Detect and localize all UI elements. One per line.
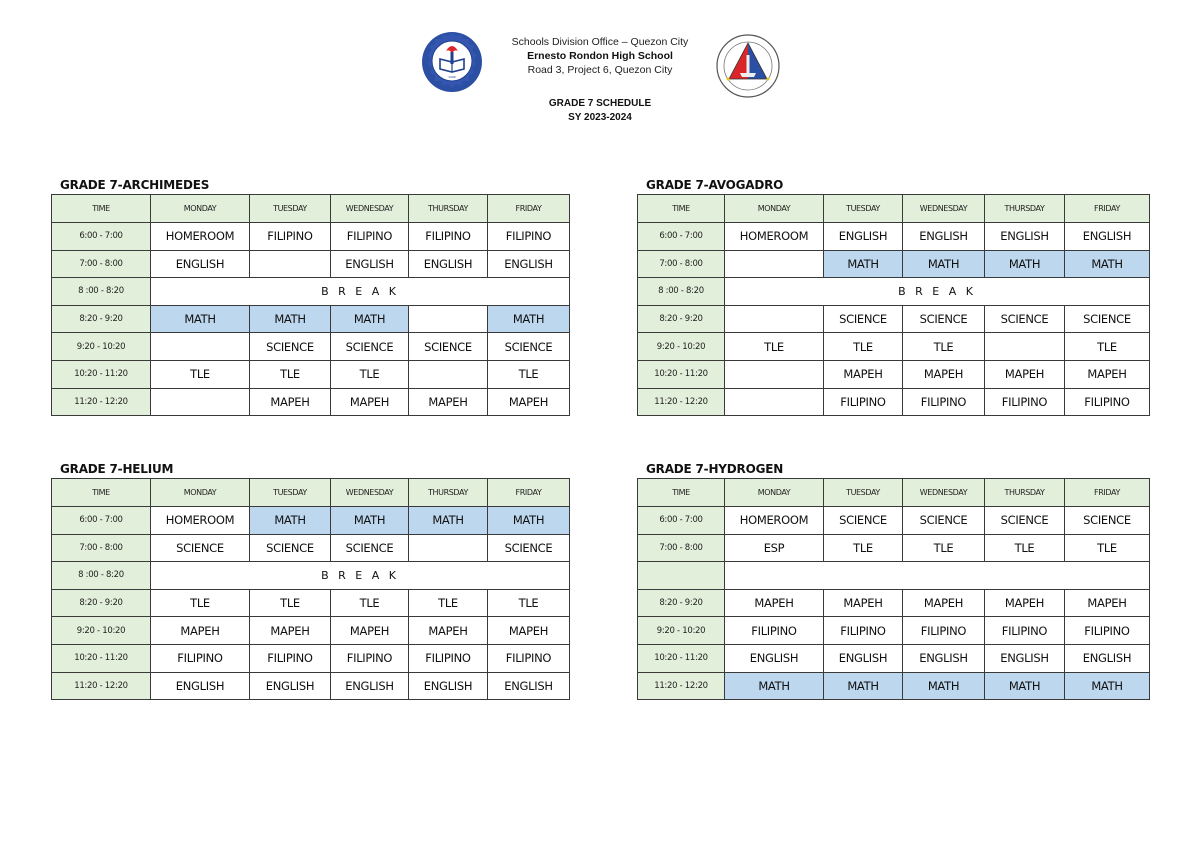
subject-cell — [985, 333, 1065, 361]
subject-cell: SCIENCE — [985, 305, 1065, 333]
subject-cell — [725, 360, 824, 388]
subject-cell: MATH — [824, 250, 903, 278]
subject-cell: MAPEH — [250, 388, 331, 416]
subject-cell: TLE — [250, 360, 331, 388]
section-hydrogen — [637, 460, 1157, 700]
subject-cell: SCIENCE — [824, 305, 903, 333]
time-slot — [638, 562, 725, 590]
subject-cell: MAPEH — [824, 360, 903, 388]
subject-cell: MAPEH — [250, 617, 331, 645]
table-row — [52, 360, 570, 388]
column-header-tuesday: TUESDAY — [250, 479, 331, 507]
time-slot: 7:00 - 8:00 — [52, 534, 151, 562]
table-row — [638, 388, 1150, 416]
subject-cell: SCIENCE — [409, 333, 488, 361]
table-row — [638, 507, 1150, 535]
document-header — [0, 0, 1200, 140]
subject-cell: ENGLISH — [824, 644, 903, 672]
table-row — [638, 305, 1150, 333]
column-header-thursday: THURSDAY — [985, 479, 1065, 507]
time-slot: 11:20 - 12:20 — [52, 672, 151, 700]
time-slot: 10:20 - 11:20 — [638, 360, 725, 388]
subject-cell: HOMEROOM — [151, 507, 250, 535]
time-slot: 6:00 - 7:00 — [638, 223, 725, 251]
subject-cell: MAPEH — [409, 388, 488, 416]
break-row — [638, 278, 1150, 306]
column-header-thursday: THURSDAY — [409, 479, 488, 507]
subject-cell: ENGLISH — [1065, 644, 1150, 672]
time-slot: 6:00 - 7:00 — [52, 223, 151, 251]
subject-cell: HOMEROOM — [725, 507, 824, 535]
section-archimedes — [51, 176, 571, 416]
time-slot: 8 :00 - 8:20 — [52, 562, 151, 590]
table-row — [638, 223, 1150, 251]
subject-cell — [725, 305, 824, 333]
column-header-tuesday: TUESDAY — [824, 195, 903, 223]
column-header-monday: MONDAY — [725, 195, 824, 223]
subject-cell: FILIPINO — [409, 223, 488, 251]
subject-cell: MAPEH — [409, 617, 488, 645]
break-row — [52, 278, 570, 306]
subject-cell: MATH — [331, 507, 409, 535]
division-office-seal-icon — [714, 33, 782, 99]
time-slot: 9:20 - 10:20 — [638, 333, 725, 361]
school-name: Ernesto Rondon High School — [527, 50, 673, 62]
time-slot: 6:00 - 7:00 — [52, 507, 151, 535]
subject-cell: FILIPINO — [824, 617, 903, 645]
subject-cell: FILIPINO — [250, 223, 331, 251]
break-row — [52, 562, 570, 590]
column-header-time: TIME — [638, 195, 725, 223]
subject-cell: TLE — [250, 589, 331, 617]
column-header-tuesday: TUESDAY — [824, 479, 903, 507]
document-title-block — [480, 97, 720, 125]
subject-cell: MATH — [409, 507, 488, 535]
column-header-friday: FRIDAY — [1065, 479, 1150, 507]
break-cell — [725, 562, 1150, 590]
table-row — [52, 223, 570, 251]
time-slot: 11:20 - 12:20 — [638, 388, 725, 416]
subject-cell: SCIENCE — [151, 534, 250, 562]
column-header-time: TIME — [638, 479, 725, 507]
table-row — [52, 589, 570, 617]
subject-cell: ENGLISH — [151, 672, 250, 700]
subject-cell: MAPEH — [985, 360, 1065, 388]
subject-cell: ENGLISH — [903, 223, 985, 251]
column-header-friday: FRIDAY — [488, 479, 570, 507]
section-avogadro — [637, 176, 1157, 416]
subject-cell: ENGLISH — [985, 223, 1065, 251]
subject-cell: FILIPINO — [985, 388, 1065, 416]
schedule-table — [51, 194, 570, 416]
table-row — [52, 672, 570, 700]
subject-cell: FILIPINO — [331, 644, 409, 672]
section-helium — [51, 460, 571, 700]
time-slot: 10:20 - 11:20 — [638, 644, 725, 672]
subject-cell: MATH — [488, 305, 570, 333]
schedule-table — [51, 478, 570, 700]
subject-cell: TLE — [824, 534, 903, 562]
time-slot: 10:20 - 11:20 — [52, 644, 151, 672]
subject-cell: TLE — [409, 589, 488, 617]
subject-cell: MAPEH — [903, 360, 985, 388]
subject-cell: ENGLISH — [824, 223, 903, 251]
subject-cell: TLE — [903, 534, 985, 562]
subject-cell: ENGLISH — [409, 672, 488, 700]
break-cell: B R E A K — [725, 278, 1150, 306]
time-slot: 7:00 - 8:00 — [638, 534, 725, 562]
school-year: SY 2023-2024 — [568, 112, 632, 123]
subject-cell: SCIENCE — [1065, 507, 1150, 535]
subject-cell: ENGLISH — [250, 672, 331, 700]
column-header-monday: MONDAY — [151, 479, 250, 507]
subject-cell: ENGLISH — [488, 672, 570, 700]
column-header-thursday: THURSDAY — [409, 195, 488, 223]
subject-cell: MAPEH — [1065, 360, 1150, 388]
subject-cell: MAPEH — [151, 617, 250, 645]
column-header-monday: MONDAY — [151, 195, 250, 223]
subject-cell: HOMEROOM — [151, 223, 250, 251]
svg-text:1996: 1996 — [448, 75, 456, 79]
break-cell: B R E A K — [151, 278, 570, 306]
subject-cell: TLE — [488, 589, 570, 617]
time-slot: 8 :00 - 8:20 — [638, 278, 725, 306]
section-title: GRADE 7-ARCHIMEDES — [60, 178, 210, 192]
subject-cell — [409, 534, 488, 562]
subject-cell: MAPEH — [725, 589, 824, 617]
subject-cell: MATH — [985, 672, 1065, 700]
subject-cell: TLE — [331, 589, 409, 617]
subject-cell: ENGLISH — [151, 250, 250, 278]
subject-cell — [725, 250, 824, 278]
time-slot: 8:20 - 9:20 — [638, 305, 725, 333]
column-header-time: TIME — [52, 479, 151, 507]
time-slot: 9:20 - 10:20 — [638, 617, 725, 645]
time-slot: 8 :00 - 8:20 — [52, 278, 151, 306]
subject-cell: SCIENCE — [488, 534, 570, 562]
subject-cell: TLE — [488, 360, 570, 388]
subject-cell — [151, 333, 250, 361]
subject-cell: MATH — [1065, 250, 1150, 278]
subject-cell: TLE — [1065, 534, 1150, 562]
section-title: GRADE 7-AVOGADRO — [646, 178, 784, 192]
subject-cell: MATH — [903, 250, 985, 278]
subject-cell: MATH — [903, 672, 985, 700]
section-title: GRADE 7-HYDROGEN — [646, 462, 784, 476]
subject-cell: MATH — [151, 305, 250, 333]
subject-cell: SCIENCE — [331, 534, 409, 562]
subject-cell: SCIENCE — [1065, 305, 1150, 333]
table-header-row — [638, 479, 1150, 507]
subject-cell: MAPEH — [903, 589, 985, 617]
subject-cell: TLE — [985, 534, 1065, 562]
subject-cell: TLE — [151, 589, 250, 617]
subject-cell: ENGLISH — [985, 644, 1065, 672]
subject-cell: MATH — [250, 507, 331, 535]
subject-cell: FILIPINO — [1065, 388, 1150, 416]
table-header-row — [52, 195, 570, 223]
subject-cell: FILIPINO — [331, 223, 409, 251]
table-row — [52, 617, 570, 645]
table-row — [638, 333, 1150, 361]
subject-cell: TLE — [331, 360, 409, 388]
time-slot: 8:20 - 9:20 — [52, 305, 151, 333]
table-row — [52, 644, 570, 672]
subject-cell: MATH — [725, 672, 824, 700]
time-slot: 11:20 - 12:20 — [638, 672, 725, 700]
table-row — [52, 534, 570, 562]
subject-cell: TLE — [903, 333, 985, 361]
subject-cell: MAPEH — [331, 617, 409, 645]
table-row — [52, 305, 570, 333]
subject-cell: ENGLISH — [331, 672, 409, 700]
table-row — [52, 388, 570, 416]
table-row — [638, 534, 1150, 562]
subject-cell: FILIPINO — [1065, 617, 1150, 645]
subject-cell: FILIPINO — [488, 644, 570, 672]
subject-cell: ENGLISH — [1065, 223, 1150, 251]
subject-cell: MAPEH — [331, 388, 409, 416]
column-header-friday: FRIDAY — [488, 195, 570, 223]
subject-cell: ENGLISH — [903, 644, 985, 672]
subject-cell — [725, 388, 824, 416]
table-row — [638, 644, 1150, 672]
column-header-tuesday: TUESDAY — [250, 195, 331, 223]
subject-cell: MAPEH — [1065, 589, 1150, 617]
schedule-table — [637, 478, 1150, 700]
subject-cell: TLE — [1065, 333, 1150, 361]
subject-cell: FILIPINO — [903, 388, 985, 416]
column-header-monday: MONDAY — [725, 479, 824, 507]
column-header-thursday: THURSDAY — [985, 195, 1065, 223]
column-header-wednesday: WEDNESDAY — [331, 195, 409, 223]
subject-cell: FILIPINO — [151, 644, 250, 672]
table-row — [52, 507, 570, 535]
time-slot: 11:20 - 12:20 — [52, 388, 151, 416]
subject-cell: SCIENCE — [488, 333, 570, 361]
school-seal-icon — [421, 31, 483, 93]
subject-cell: MATH — [331, 305, 409, 333]
division-office-name: Schools Division Office – Quezon City — [511, 36, 689, 48]
subject-cell: SCIENCE — [250, 534, 331, 562]
subject-cell: SCIENCE — [331, 333, 409, 361]
subject-cell: TLE — [824, 333, 903, 361]
subject-cell: FILIPINO — [824, 388, 903, 416]
school-address: Road 3, Project 6, Quezon City — [527, 64, 673, 76]
subject-cell: SCIENCE — [824, 507, 903, 535]
table-row — [52, 333, 570, 361]
subject-cell: MATH — [824, 672, 903, 700]
subject-cell: MAPEH — [824, 589, 903, 617]
time-slot: 8:20 - 9:20 — [638, 589, 725, 617]
subject-cell: MAPEH — [985, 589, 1065, 617]
table-row — [638, 250, 1150, 278]
schedule-table — [637, 194, 1150, 416]
subject-cell: ENGLISH — [488, 250, 570, 278]
column-header-wednesday: WEDNESDAY — [903, 195, 985, 223]
subject-cell: FILIPINO — [985, 617, 1065, 645]
table-row — [638, 672, 1150, 700]
subject-cell: HOMEROOM — [725, 223, 824, 251]
table-header-row — [52, 479, 570, 507]
subject-cell: FILIPINO — [409, 644, 488, 672]
subject-cell: FILIPINO — [903, 617, 985, 645]
subject-cell: SCIENCE — [250, 333, 331, 361]
subject-cell — [409, 305, 488, 333]
subject-cell — [250, 250, 331, 278]
subject-cell: ESP — [725, 534, 824, 562]
subject-cell — [409, 360, 488, 388]
time-slot: 6:00 - 7:00 — [638, 507, 725, 535]
subject-cell: SCIENCE — [903, 507, 985, 535]
column-header-wednesday: WEDNESDAY — [903, 479, 985, 507]
time-slot: 7:00 - 8:00 — [638, 250, 725, 278]
subject-cell: SCIENCE — [985, 507, 1065, 535]
column-header-wednesday: WEDNESDAY — [331, 479, 409, 507]
subject-cell: ENGLISH — [409, 250, 488, 278]
subject-cell: ENGLISH — [331, 250, 409, 278]
subject-cell: MAPEH — [488, 617, 570, 645]
schedule-title: GRADE 7 SCHEDULE — [548, 98, 652, 109]
subject-cell: FILIPINO — [250, 644, 331, 672]
subject-cell: ENGLISH — [725, 644, 824, 672]
section-title: GRADE 7-HELIUM — [60, 462, 174, 476]
subject-cell: MAPEH — [488, 388, 570, 416]
column-header-friday: FRIDAY — [1065, 195, 1150, 223]
time-slot: 9:20 - 10:20 — [52, 617, 151, 645]
table-header-row — [638, 195, 1150, 223]
break-row — [638, 562, 1150, 590]
time-slot: 10:20 - 11:20 — [52, 360, 151, 388]
table-row — [52, 250, 570, 278]
subject-cell: TLE — [151, 360, 250, 388]
subject-cell: MATH — [488, 507, 570, 535]
break-cell: B R E A K — [151, 562, 570, 590]
table-row — [638, 589, 1150, 617]
subject-cell — [151, 388, 250, 416]
table-row — [638, 617, 1150, 645]
subject-cell: FILIPINO — [488, 223, 570, 251]
subject-cell: MATH — [985, 250, 1065, 278]
column-header-time: TIME — [52, 195, 151, 223]
subject-cell: MATH — [1065, 672, 1150, 700]
time-slot: 9:20 - 10:20 — [52, 333, 151, 361]
subject-cell: SCIENCE — [903, 305, 985, 333]
table-row — [638, 360, 1150, 388]
time-slot: 7:00 - 8:00 — [52, 250, 151, 278]
header-text-block — [480, 35, 720, 77]
time-slot: 8:20 - 9:20 — [52, 589, 151, 617]
subject-cell: TLE — [725, 333, 824, 361]
subject-cell: MATH — [250, 305, 331, 333]
subject-cell: FILIPINO — [725, 617, 824, 645]
